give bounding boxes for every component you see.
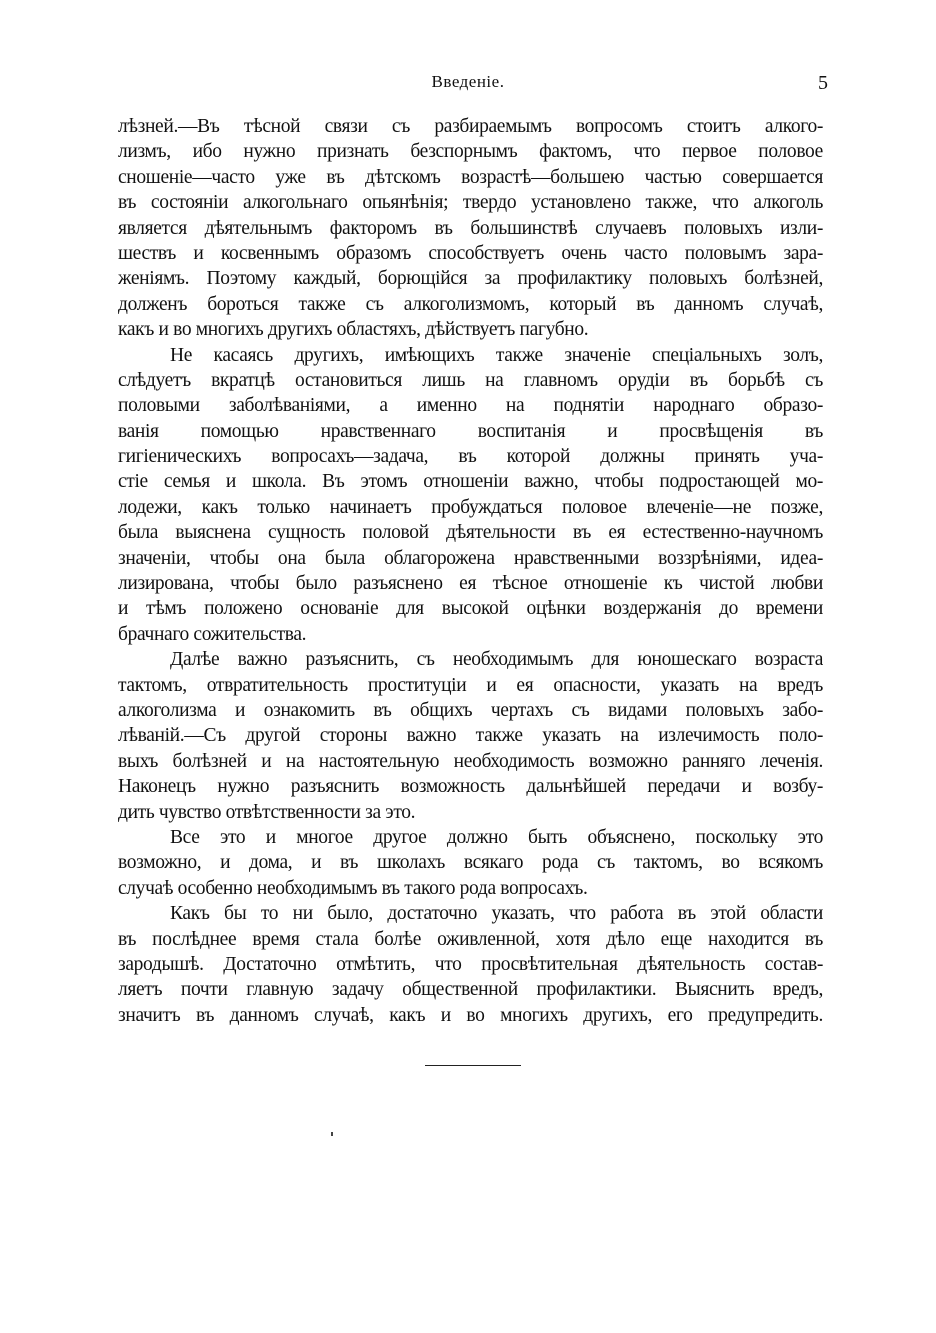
text-line: ванія помощью нравственнаго воспитанія и просвѣщенія въ (118, 420, 823, 442)
text-line: стіе семья и школа. Въ этомъ отношеніи важно, чтобы подростающей мо- (118, 471, 823, 493)
scan-speck (331, 1132, 333, 1136)
text-line: является дѣятельнымъ факторомъ въ большинствѣ случаевъ половыхъ изли- (118, 217, 823, 239)
text-line: была выяснена сущность половой дѣятельности въ ея естественно-научномъ (118, 522, 823, 544)
text-line: тактомъ, отвратительность проституціи и ея опасности, указать на вредъ (118, 674, 823, 696)
text-line: лѣваній.—Съ другой стороны важно также указать на излечимость поло- (118, 725, 823, 747)
text-line: случаѣ особенно необходимымъ въ такого рода вопросахъ. (118, 877, 588, 899)
text-line: долженъ бороться также съ алкоголизмомъ, который въ данномъ случаѣ, (118, 293, 823, 315)
text-line: лодежи, какъ только начинаетъ пробуждаться половое влеченіе—не позже, (118, 496, 823, 518)
text-line: возможно, и дома, и въ школахъ всякаго рода съ тактомъ, во всякомъ (118, 852, 823, 874)
text-line: и тѣмъ положено основаніе для высокой оцѣнки воздержанія до времени (118, 598, 823, 620)
text-line: въ состояніи алкогольнаго опьянѣнія; твердо установлено также, что алкоголь (118, 192, 823, 214)
text-line: въ послѣднее время стала болѣе оживленной, хотя дѣло еще находится въ (118, 928, 823, 950)
text-line: выхъ болѣзней и на настоятельную необходимость возможно ранняго леченія. (118, 750, 823, 772)
text-line: дить чувство отвѣтственности за это. (118, 801, 416, 823)
text-line: алкоголизма и ознакомить въ общихъ чертахъ съ видами половыхъ забо- (118, 699, 823, 721)
text-line: Далѣе важно разъяснить, съ необходимымъ для юношескаго возраста (170, 649, 823, 671)
running-header (0, 72, 936, 96)
text-line: какъ и во многихъ другихъ областяхъ, дѣйствуетъ пагубно. (118, 319, 589, 341)
text-line: Наконецъ нужно разъяснить возможность дальнѣйшей передачи и возбу- (118, 776, 823, 798)
text-line: значеніи, чтобы она была облагорожена нравственными воззрѣніями, идеа- (118, 547, 823, 569)
text-line: брачнаго сожительства. (118, 623, 307, 645)
text-line: значитъ въ данномъ случаѣ, какъ и во многихъ другихъ, его предупредить. (118, 1004, 823, 1026)
text-line: половыми заболѣваніями, а именно на поднятіи народнаго образо- (118, 395, 823, 417)
page-number: 5 (818, 72, 828, 94)
text-line: женіямъ. Поэтому каждый, борющійся за профилактику половыхъ болѣзней, (118, 268, 823, 290)
text-line: слѣдуетъ вкратцѣ остановиться лишь на главномъ орудіи въ борьбѣ съ (118, 369, 823, 391)
text-line: ляетъ почти главную задачу общественной профилактики. Выяснить вредъ, (118, 979, 823, 1001)
text-line: шествъ и косвеннымъ образомъ способствуетъ очень часто половымъ зара- (118, 242, 823, 264)
text-line: сношеніе—часто уже въ дѣтскомъ возрастѣ—большею частью совершается (118, 166, 823, 188)
text-line: Не касаясь другихъ, имѣющихъ также значеніе спеціальныхъ золъ, (170, 344, 823, 366)
chapter-title: Введеніе. (431, 72, 505, 91)
text-line: зародышѣ. Достаточно отмѣтить, что просвѣтительная дѣятельность состав- (118, 953, 823, 975)
text-line: лизирована, чтобы было разъяснено ея тѣсное отношеніе къ чистой любви (118, 573, 823, 595)
text-line: лизмъ, ибо нужно признать безспорнымъ фактомъ, что первое половое (118, 141, 823, 163)
text-line: гигіеническихъ вопросахъ—задача, въ которой должны принять уча- (118, 446, 823, 468)
section-end-rule (425, 1065, 521, 1066)
text-line: Все это и многое другое должно быть объяснено, поскольку это (170, 826, 823, 848)
body-text (118, 114, 823, 1028)
text-line: лѣзней.—Въ тѣсной связи съ разбираемымъ вопросомъ стоитъ алкого- (118, 116, 823, 137)
text-line: Какъ бы то ни было, достаточно указать, что работа въ этой области (170, 903, 823, 925)
